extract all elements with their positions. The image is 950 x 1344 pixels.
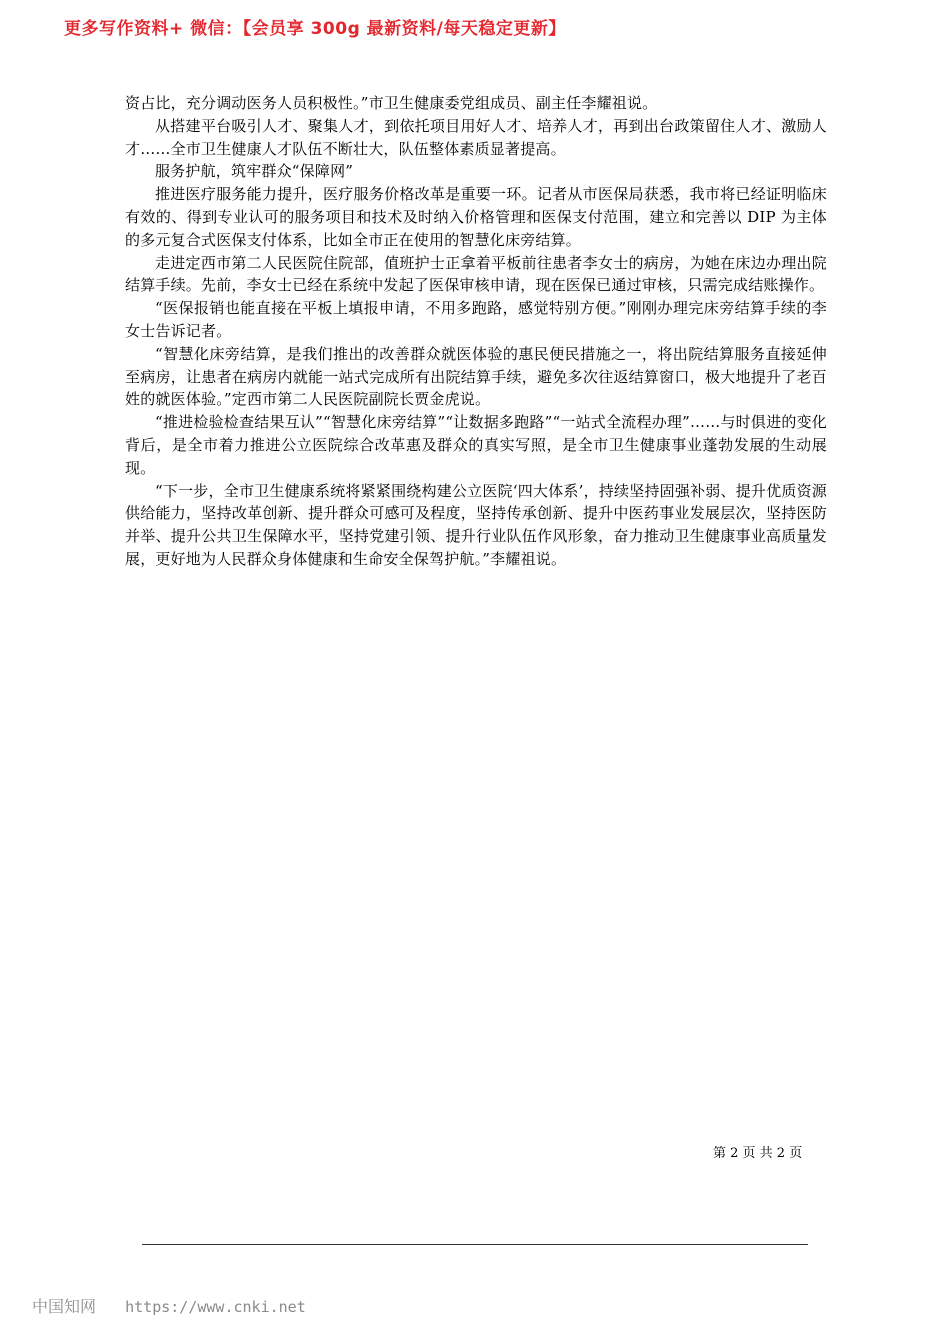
watermark bbox=[32, 1294, 306, 1317]
paragraph: “推进检验检查结果互认”“智慧化床旁结算”“让数据多跑路”“一站式全流程办理”……与时俱进的变化背后，是全市着力推进公立医院综合改革惠及群众的真实写照，是全市卫生健康事业蓬勃发展的生动展现。 bbox=[125, 413, 827, 477]
paragraph: 资占比，充分调动医务人员积极性。”市卫生健康委党组成员、副主任李耀祖说。 bbox=[125, 94, 658, 112]
promo-banner: 更多写作资料+ 微信：【会员享 300g 最新资料/每天稳定更新】 bbox=[64, 19, 566, 39]
paragraph: 走进定西市第二人民医院住院部，值班护士正拿着平板前往患者李女士的病房，为她在床边办理出院结算手续。先前，李女士已经在系统中发起了医保审核申请，现在医保已通过审核，只需完成结账操作。 bbox=[125, 253, 827, 295]
paragraph: “智慧化床旁结算，是我们推出的改善群众就医体验的惠民便民措施之一，将出院结算服务直接延伸至病房，让患者在病房内就能一站式完成所有出院结算手续，避免多次往返结算窗口，极大地提升了老百姓的就医体验。”定西市第二人民医院副院长贾金虎说。 bbox=[125, 344, 827, 409]
paragraph: “下一步，全市卫生健康系统将紧紧围绕构建公立医院‘四大体系’，持续坚持固强补弱、提升优质资源供给能力，坚持改革创新、提升群众可感可及程度，坚持传承创新、提升中医药事业发展层次，坚持医防并举、提升公共卫生保障水平，坚持党建引领、提升行业队伍作风形象，奋力推动卫生健康事业高质量发展，更好地为人民群众身体健康和生命安全保驾护航。”李耀祖说。 bbox=[125, 481, 827, 568]
watermark-url[interactable]: https://www.cnki.net bbox=[125, 1298, 306, 1316]
page-number: 第 2 页 共 2 页 bbox=[713, 1146, 803, 1161]
article-body bbox=[125, 92, 827, 571]
section-heading: 服务护航，筑牢群众“保障网” bbox=[155, 162, 354, 181]
paragraph: “医保报销也能直接在平板上填报申请，不用多跑路，感觉特别方便。”刚刚办理完床旁结算手续的李女士告诉记者。 bbox=[125, 299, 827, 340]
paragraph: 推进医疗服务能力提升，医疗服务价格改革是重要一环。记者从市医保局获悉，我市将已经证明临床有效的、得到专业认可的服务项目和技术及时纳入价格管理和医保支付范围，建立和完善以 DIP 为主体的多元复合式医保支付体系，比如全市正在使用的智慧化床旁结算。 bbox=[125, 185, 827, 249]
watermark-site: 中国知网 bbox=[32, 1297, 97, 1316]
paragraph: 从搭建平台吸引人才、聚集人才，到依托项目用好人才、培养人才，再到出台政策留住人才、激励人才……全市卫生健康人才队伍不断壮大，队伍整体素质显著提高。 bbox=[125, 116, 827, 158]
footer-divider bbox=[142, 1244, 808, 1245]
